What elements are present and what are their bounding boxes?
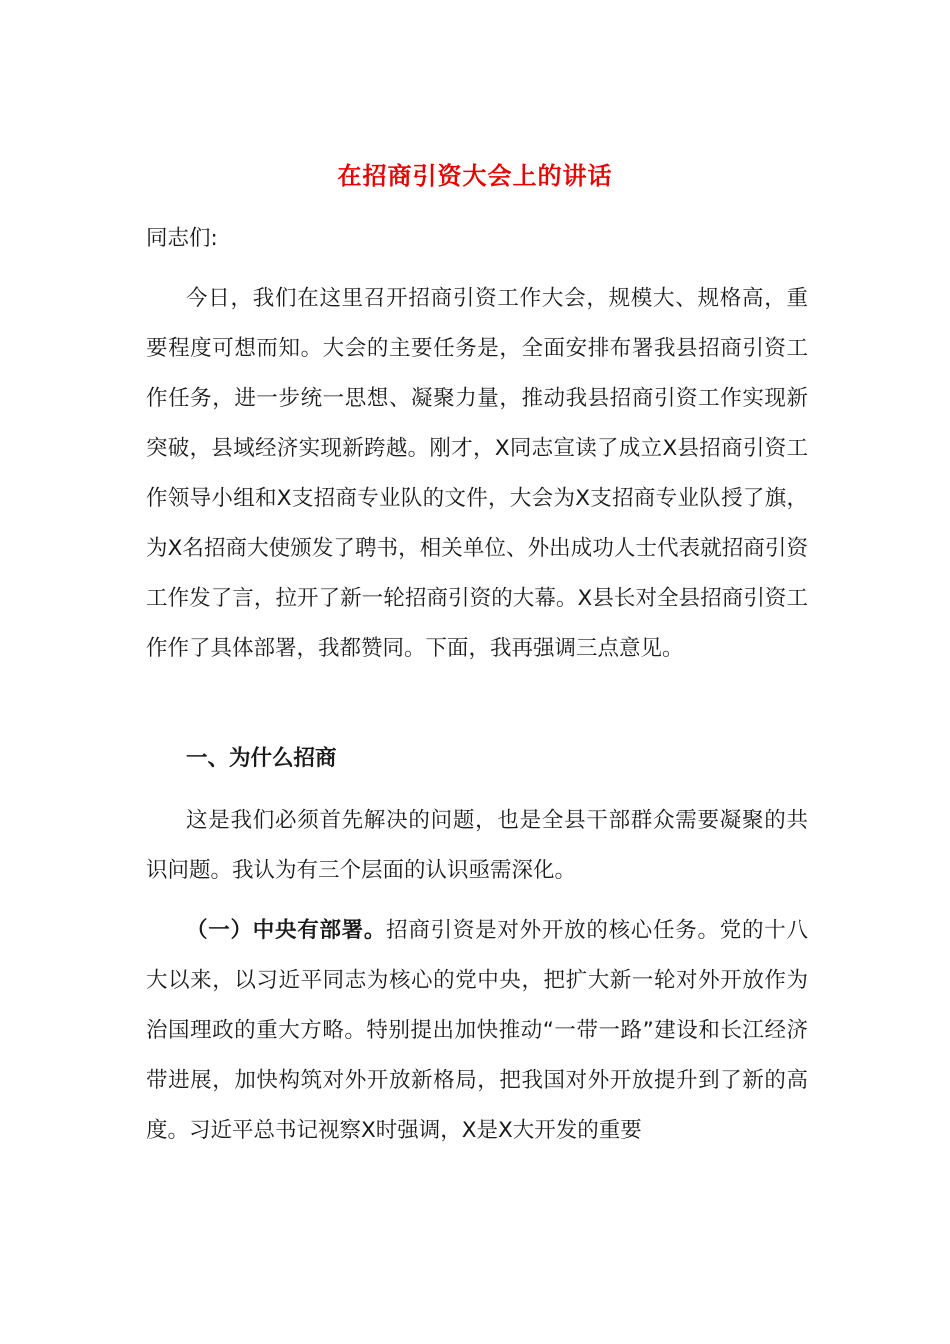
document-title: 在招商引资大会上的讲话 [337,162,613,190]
subsection-body: 招商引资是对外开放的核心任务。党的十八大以来，以习近平同志为核心的党中央，把扩大新一轮对外开放作为治国理政的重大方略。特别提出加快推动“一带一路”建设和长江经济带进展，加快构筑对外开放新格局，把我国对外开放提升到了新的高度。习近平总书记视察X时强调，X是X大开发的重要 [146,918,808,1143]
paragraph-intro: 今日，我们在这里召开招商引资工作大会，规模大、规格高，重要程度可想而知。大会的主要任务是，全面安排布署我县招商引资工作任务，进一步统一思想、凝聚力量，推动我县招商引资工作实现新突破，县域经济实现新跨越。刚才，X同志宣读了成立X县招商引资工作领导小组和X支招商专业队的文件，大会为X支招商专业队授了旗，为X名招商大使颁发了聘书，相关单位、外出成功人士代表就招商引资工作发了言，拉开了新一轮招商引资的大幕。X县长对全县招商引资工作作了具体部署，我都赞同。下面，我再强调三点意见。 [146,286,808,661]
subsection-heading: （一）中央有部署。 [186,918,387,943]
section-heading-1: 一、为什么招商 [186,746,337,771]
paragraph-central-deployment [146,906,808,1156]
paragraph-section1: 这是我们必须首先解决的问题，也是全县干部群众需要凝聚的共识问题。我认为有三个层面的认识亟需深化。 [146,808,808,883]
salutation: 同志们: [146,226,218,251]
